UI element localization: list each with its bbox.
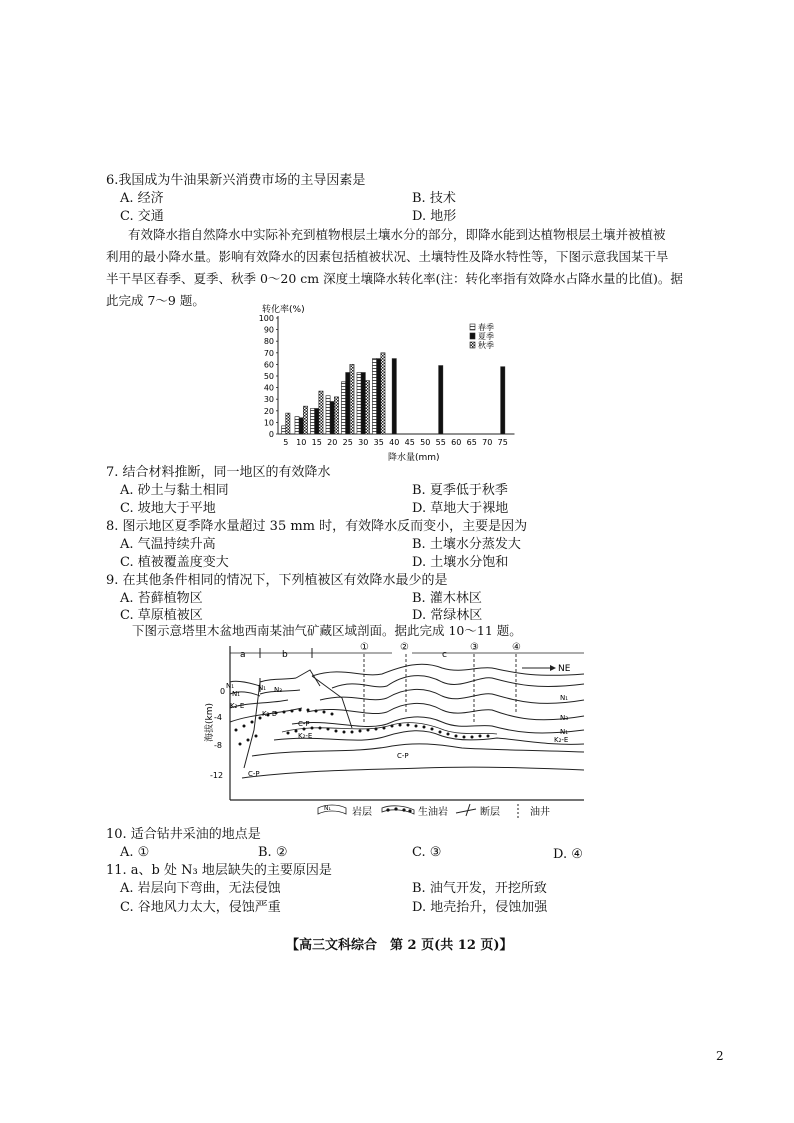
source-rock-dot [455,735,458,738]
source-rock-dot [351,731,354,734]
q8-stem: 8. 图示地区夏季降水量超过 35 mm 时，有效降水反而变小，主要是因为 [106,519,528,534]
source-rock-dot [447,733,450,736]
q7-option-b: B. 夏季低于秋季 [412,483,508,498]
q11-option-d: D. 地壳抬升，侵蚀加强 [412,900,548,915]
well-4-label: ④ [512,642,521,653]
bar-spring-35 [372,359,376,434]
bar-autumn-30 [365,381,369,434]
bar-spring-25 [341,382,345,434]
source-rock-dot [383,727,386,730]
label-cp-center: C-P [397,752,409,760]
bar-autumn-25 [350,364,354,434]
q6-option-b: B. 技术 [412,191,456,206]
q8-option-c: C. 植被覆盖度变大 [120,555,229,570]
q6-option-d: D. 地形 [412,209,457,224]
label-n1-left2: N₁ [232,690,241,698]
bar-summer-75 [501,367,505,434]
source-rock-dot [391,725,394,728]
label-n1-b: N₁ [258,684,267,692]
source-rock-dot [319,727,322,730]
chart-xtick-label: 65 [466,438,477,447]
source-rock-dot [375,728,378,731]
source-rock-dot [331,713,334,716]
chart-xtick-label: 60 [451,438,462,447]
q8-option-a: A. 气温持续升高 [120,537,216,552]
q8-option-b: B. 土壤水分蒸发大 [412,537,521,552]
source-rock-dot [463,736,466,739]
bar-spring-30 [357,373,361,434]
zone-a-label: a [240,650,246,660]
source-rock-dot [335,730,338,733]
chart-xtick-label: 15 [311,438,322,447]
bar-summer-15 [315,408,319,434]
q11-option-b: B. 油气开发，开挖所致 [412,881,547,896]
bar-autumn-5 [286,413,290,434]
ytick-minus12: -12 [210,771,224,780]
q10-option-c: C. ③ [412,845,442,860]
legend-label-spring: 春季 [478,323,494,332]
bar-summer-25 [346,373,350,434]
label-k2e-mid: K₂-E [298,732,313,740]
well-1-label: ① [360,642,369,653]
source-rock-dot [251,721,254,724]
source-rock-dot [283,711,286,714]
chart-xtick-label: 5 [283,438,289,447]
source-rock-dot [439,731,442,734]
legend-label-summer: 夏季 [478,332,494,341]
label-k2e-left: K₂-E [230,702,245,710]
legend-rock-n1: N₁ [324,805,331,812]
well-2-label: ② [400,642,409,653]
source-rock-dot [287,732,290,735]
q6-stem: 6.我国成为牛油果新兴消费市场的主导因素是 [106,173,366,188]
chart-ytick-label: 10 [263,418,274,428]
chart-legend [470,322,494,350]
bar-summer-10 [299,418,303,434]
chart-xtick-label: 35 [373,438,384,447]
q10-option-b: B. ② [258,845,288,860]
q9-option-d: D. 常绿林区 [412,608,483,623]
label-cp-mid: C-P [298,720,310,728]
q11-option-c: C. 谷地风力太大，侵蚀严重 [120,900,281,915]
chart-xtick-label: 20 [327,438,338,447]
q11-option-a: A. 岩层向下弯曲，无法侵蚀 [120,881,281,896]
source-rock-dot [471,736,474,739]
chart-xtick-label: 75 [497,438,508,447]
source-rock-dot [487,735,490,738]
bar-summer-55 [439,366,443,434]
passage2: 下图示意塔里木盆地西南某油气矿藏区域剖面。据此完成 10～11 题。 [132,623,522,638]
q10-option-a: A. ① [120,845,150,860]
label-k2e-b: K₂-E [262,710,277,718]
bar-summer-40 [392,359,396,434]
chart-xtick-label: 70 [482,438,493,447]
chart-xtick-label: 40 [389,438,400,447]
chart-ytick-label: 60 [263,360,274,370]
chart-ytick-label: 80 [263,337,274,347]
bar-autumn-10 [303,406,307,434]
source-rock-dot [367,729,370,732]
legend-fault-label: 断层 [480,807,500,818]
section-yaxis-label: 海拔(km) [205,702,215,742]
chart-ytick-label: 40 [263,383,274,393]
source-rock-dot [239,743,242,746]
q9-option-b: B. 灌木林区 [412,591,482,606]
legend-well-label: 油井 [530,807,550,818]
bar-autumn-15 [319,391,323,434]
source-rock-dot [327,728,330,731]
bar-summer-30 [361,373,365,434]
page-footer: 【高三文科综合 第 2 页(共 12 页)】 [286,938,513,953]
q10-stem: 10. 适合钻井采油的地点是 [106,827,261,842]
passage1-line2: 利用的最小降水量。影响有效降水的因素包括植被状况、土壤特性及降水特性等，下图示意我国某干旱 [106,249,669,264]
chart-ytick-label: 30 [263,395,274,405]
legend-rock-symbol [318,805,346,814]
source-rock-dot [311,727,314,730]
chart-xtick-label: 55 [435,438,446,447]
q10-option-d: D. ④ [553,847,583,862]
chart-ylabel: 转化率(%) [262,305,305,315]
chart-ytick-label: 100 [258,314,274,323]
page-number: 2 [716,1049,724,1063]
chart-xtick-label: 10 [296,438,307,447]
q6-option-a: A. 经济 [120,191,164,206]
chart-xtick-label: 30 [358,438,369,447]
q6-option-c: C. 交通 [120,209,164,224]
ytick-minus8: -8 [214,741,222,750]
legend-swatch-autumn [470,342,475,348]
bar-spring-15 [310,408,314,434]
q7-option-a: A. 砂土与黏土相同 [120,483,229,498]
passage1-line3: 半干旱区春季、夏季、秋季 0～20 cm 深度土壤降水转化率(注：转化率指有效降水占降水量的比值)。据 [106,271,683,286]
chart-ytick-label: 20 [263,406,274,416]
source-rock-dot [431,728,434,731]
bar-autumn-35 [381,353,385,434]
q11-stem: 11. a、b 处 N₃ 地层缺失的主要原因是 [106,863,332,878]
label-cp-left: C-P [248,770,260,778]
source-rock-dot [359,730,362,733]
label-k2e-right: K₂-E [554,736,569,744]
source-rock-dot [423,726,426,729]
legend-source-label: 生油岩 [418,807,448,818]
source-rock-dot [307,709,310,712]
source-rock-band [282,723,497,739]
source-rock-dot [247,739,250,742]
legend-swatch-summer [470,333,475,339]
bar-spring-5 [282,426,286,434]
bar-spring-20 [326,396,330,434]
source-rock-dot [291,710,294,713]
source-rock-dot [399,724,402,727]
label-n3-b: N₃ [274,686,283,694]
label-n3-right: N₃ [560,714,569,722]
legend-fault-symbol [456,809,476,813]
chart-ytick-label: 90 [263,325,274,335]
q9-stem: 9. 在其他条件相同的情况下，下列植被区有效降水最少的是 [106,573,448,588]
source-rock-dot [323,711,326,714]
chart-xtick-label: 25 [342,438,353,447]
source-rock-dot [479,735,482,738]
source-rock-dot [299,709,302,712]
chart-xtick-label: 50 [420,438,431,447]
chart-ytick-label: 70 [263,348,274,358]
label-n1-left: N₁ [226,682,235,690]
passage1-line4: 此完成 7～9 题。 [106,293,205,308]
q9-option-a: A. 苔藓植物区 [120,591,203,606]
zone-b-label: b [282,650,288,660]
source-rock-dot [243,725,246,728]
q9-option-c: C. 草原植被区 [120,608,203,623]
chart-xlabel: 降水量(mm) [388,453,440,463]
q8-option-d: D. 土壤水分饱和 [412,555,509,570]
bar-summer-20 [330,402,334,434]
legend-swatch-spring [470,324,475,330]
direction-label: NE [558,664,571,674]
geological-section [192,638,592,826]
chart-xtick-label: 45 [404,438,415,447]
source-rock-dot [343,731,346,734]
chart-ytick-label: 0 [268,430,274,439]
chart-bars [282,353,505,434]
ytick-minus4: -4 [214,713,222,722]
legend-label-autumn: 秋季 [478,341,494,350]
q7-option-d: D. 草地大于裸地 [412,501,509,516]
label-n1-right2: N₁ [560,728,569,736]
bar-summer-35 [377,359,381,434]
legend-rock-label: 岩层 [352,807,372,818]
zone-c-label: c [442,650,447,660]
bar-autumn-20 [334,397,338,434]
label-n1-right: N₁ [560,694,569,702]
source-rock-dot [255,735,258,738]
ytick-0: 0 [220,687,226,696]
bar-spring-10 [295,417,299,434]
section-legend [316,800,566,824]
q7-option-c: C. 坡地大于平地 [120,501,216,516]
conversion-rate-chart [250,298,540,464]
source-rock-dot [315,710,318,713]
source-rock-dot [235,729,238,732]
source-rock-dot [407,724,410,727]
well-3-label: ③ [470,642,479,653]
chart-ytick-label: 50 [263,372,274,381]
q7-stem: 7. 结合材料推断，同一地区的有效降水 [106,465,331,480]
source-rock-dot [415,725,418,728]
passage1-line1: 有效降水指自然降水中实际补充到植物根层土壤水分的部分，即降水能到达植物根层土壤并被植被 [128,227,666,242]
